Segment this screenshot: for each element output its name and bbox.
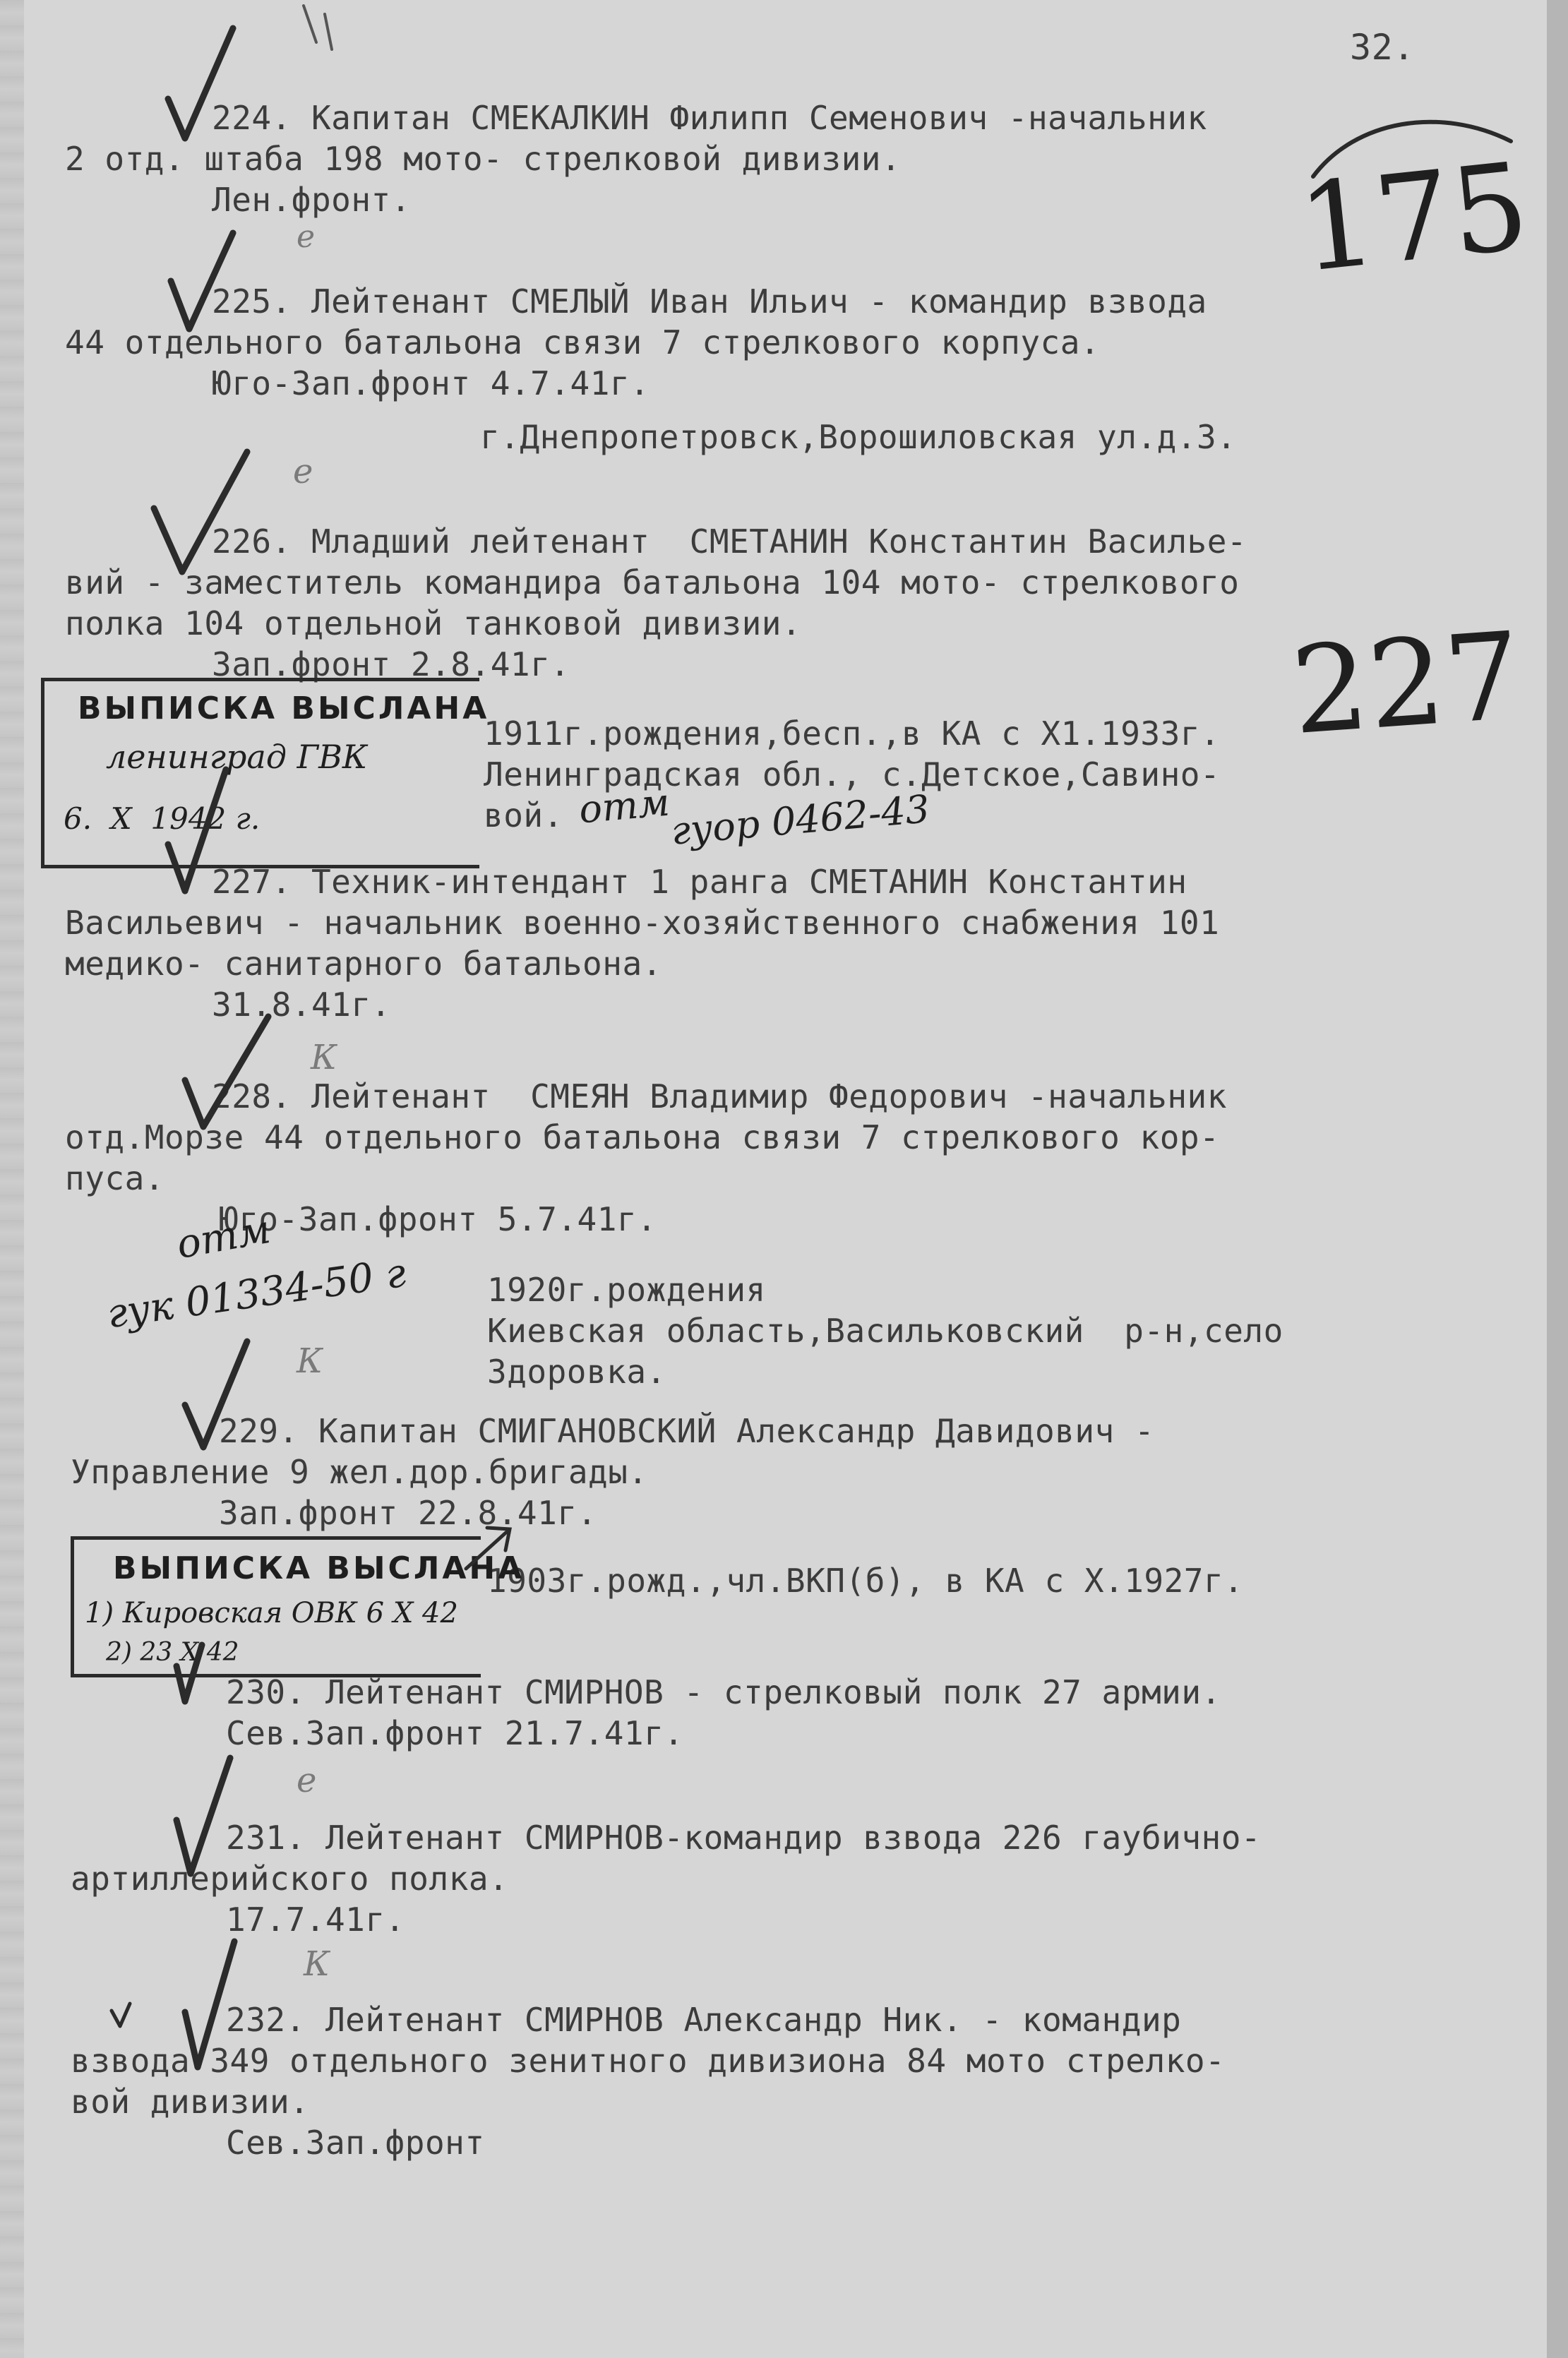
handwritten-number-227: 227 [1287, 606, 1526, 762]
entry-231-line-3: 17.7.41г. [226, 1901, 405, 1939]
entry-226-line-4: Зап.фронт 2.8.41г. [212, 645, 570, 683]
stamp-1-handwritten-dest: ленинград ГВК [106, 738, 368, 776]
handwritten-note-226-b: гуор 0462-43 [669, 786, 932, 854]
check-mark-225 [171, 233, 233, 329]
entry-227-line-3: медико- санитарного батальона. [65, 945, 662, 983]
entry-230-line-2: Сев.Зап.фронт 21.7.41г. [226, 1714, 684, 1752]
entry-228-line-5: 1920г.рождения [487, 1271, 766, 1309]
entry-226-line-3: полка 104 отдельной танковой дивизии. [65, 604, 802, 642]
pencil-mark-top [304, 6, 316, 42]
check-mark-231 [176, 1758, 230, 1874]
entry-226-line-7: вой. [484, 796, 563, 834]
pencil-mark-e-225: е [297, 219, 316, 255]
pencil-mark-e-226: е [293, 452, 313, 491]
pencil-mark-k-229: К [297, 1341, 323, 1381]
entry-232-line-2: взвода 349 отдельного зенитного дивизиона 84 мото стрелко- [71, 2042, 1226, 2080]
entry-226-line-2: вий - заместитель командира батальона 104 мото- стрелкового [65, 563, 1240, 602]
entry-225-line-4: г.Днепропетровск,Ворошиловская ул.д.3. [480, 418, 1237, 456]
stamp-1-title: ВЫПИСКА ВЫСЛАНА [78, 690, 490, 726]
handwritten-note-228-a: отм [173, 1206, 274, 1269]
handwritten-note-228-b: гук 01334-50 г [104, 1250, 409, 1338]
entry-224-line-3: Лен.фронт. [212, 181, 411, 219]
entry-229-line-2: Управление 9 жел.дор.бригады. [71, 1453, 648, 1491]
ink-flourish-175 [1313, 122, 1511, 176]
entry-225-line-1: 225. Лейтенант СМЕЛЫЙ Иван Ильич - командир взвода [212, 282, 1207, 321]
check-mark-226 [154, 452, 247, 572]
entry-226-line-1: 226. Младший лейтенант СМЕТАНИН Константин Васильe- [212, 522, 1247, 561]
stamp-1-handwritten-date: 6. Х 1942 г. [64, 801, 261, 836]
entry-226-line-5: 1911г.рождения,бесп.,в КА с Х1.1933г. [484, 714, 1221, 753]
entry-229-line-3: Зап.фронт 22.8.41г. [219, 1494, 597, 1532]
entry-224-line-1: 224. Капитан СМЕКАЛКИН Филипп Семенович -начальник [212, 99, 1207, 137]
entry-227-line-1: 227. Техник-интендант 1 ранга СМЕТАНИН Константин [212, 863, 1187, 901]
check-mark-224 [168, 28, 233, 138]
check-mark-228 [185, 1017, 268, 1127]
entry-230-line-1: 230. Лейтенант СМИРНОВ - стрелковый полк 27 армии. [226, 1673, 1221, 1711]
entry-228-line-6: Киевская область,Васильковский р-н,село [487, 1312, 1283, 1350]
stamp-2-handwritten-2: 2) 23 Х 42 [106, 1638, 239, 1667]
handwritten-note-226-a: отм [577, 779, 672, 832]
entry-232-line-4: Сев.Зап.фронт [226, 2124, 485, 2162]
entry-227-line-2: Васильевич - начальник военно-хозяйственного снабжения 101 [65, 904, 1220, 942]
pencil-mark-k-228: К [311, 1038, 337, 1077]
entry-229-line-4: 1903г.рожд.,чл.ВКП(б), в КА с Х.1927г. [487, 1562, 1244, 1600]
entry-232-line-3: вой дивизии. [71, 2083, 310, 2121]
entry-229-line-1: 229. Капитан СМИГАНОВСКИЙ Александр Давидович - [219, 1412, 1155, 1450]
entry-231-line-1: 231. Лейтенант СМИРНОВ-командир взвода 226 гаубично- [226, 1819, 1262, 1857]
entry-225-line-3: Юго-Зап.фронт 4.7.41г. [212, 364, 650, 402]
entry-224-line-2: 2 отд. штаба 198 мото- стрелковой дивизии. [65, 140, 902, 178]
pencil-mark-e-231: е [297, 1761, 317, 1800]
entry-228-line-1: 228. Лейтенант СМЕЯН Владимир Федорович -начальник [212, 1077, 1227, 1115]
stamp-2-title: ВЫПИСКА ВЫСЛАНА [113, 1550, 525, 1586]
check-mark-227 [168, 770, 226, 891]
entry-228-line-7: Здоровка. [487, 1353, 666, 1391]
handwritten-number-175: 175 [1292, 136, 1535, 300]
entry-228-line-3: пуса. [65, 1159, 164, 1197]
check-mark-229 [185, 1341, 247, 1447]
entry-227-line-4: 31.8.41г. [212, 986, 391, 1024]
entry-231-line-2: артиллерийского полка. [71, 1860, 509, 1898]
page-number: 32. [1350, 27, 1415, 68]
entry-226-line-6: Ленинградская обл., с.Детское,Савино- [484, 755, 1221, 794]
arrow-stamp-2 [466, 1528, 510, 1569]
stamp-2-handwritten-1: 1) Кировская ОВК 6 Х 42 [85, 1597, 458, 1629]
entry-228-line-4: Юго-Зап.фронт 5.7.41г. [219, 1200, 657, 1238]
check-mark-230 [176, 1645, 202, 1701]
entry-232-line-1: 232. Лейтенант СМИРНОВ Александр Ник. - командир [226, 2001, 1182, 2039]
pencil-mark-k-232: К [304, 1944, 330, 1984]
entry-228-line-2: отд.Морзе 44 отдельного батальона связи 7 стрелкового кор- [65, 1118, 1220, 1156]
check-mark-232-small [112, 2004, 130, 2026]
check-mark-232 [185, 1941, 234, 2067]
entry-225-line-2: 44 отдельного батальона связи 7 стрелкового корпуса. [65, 323, 1101, 361]
pencil-mark-top-2 [325, 14, 332, 49]
